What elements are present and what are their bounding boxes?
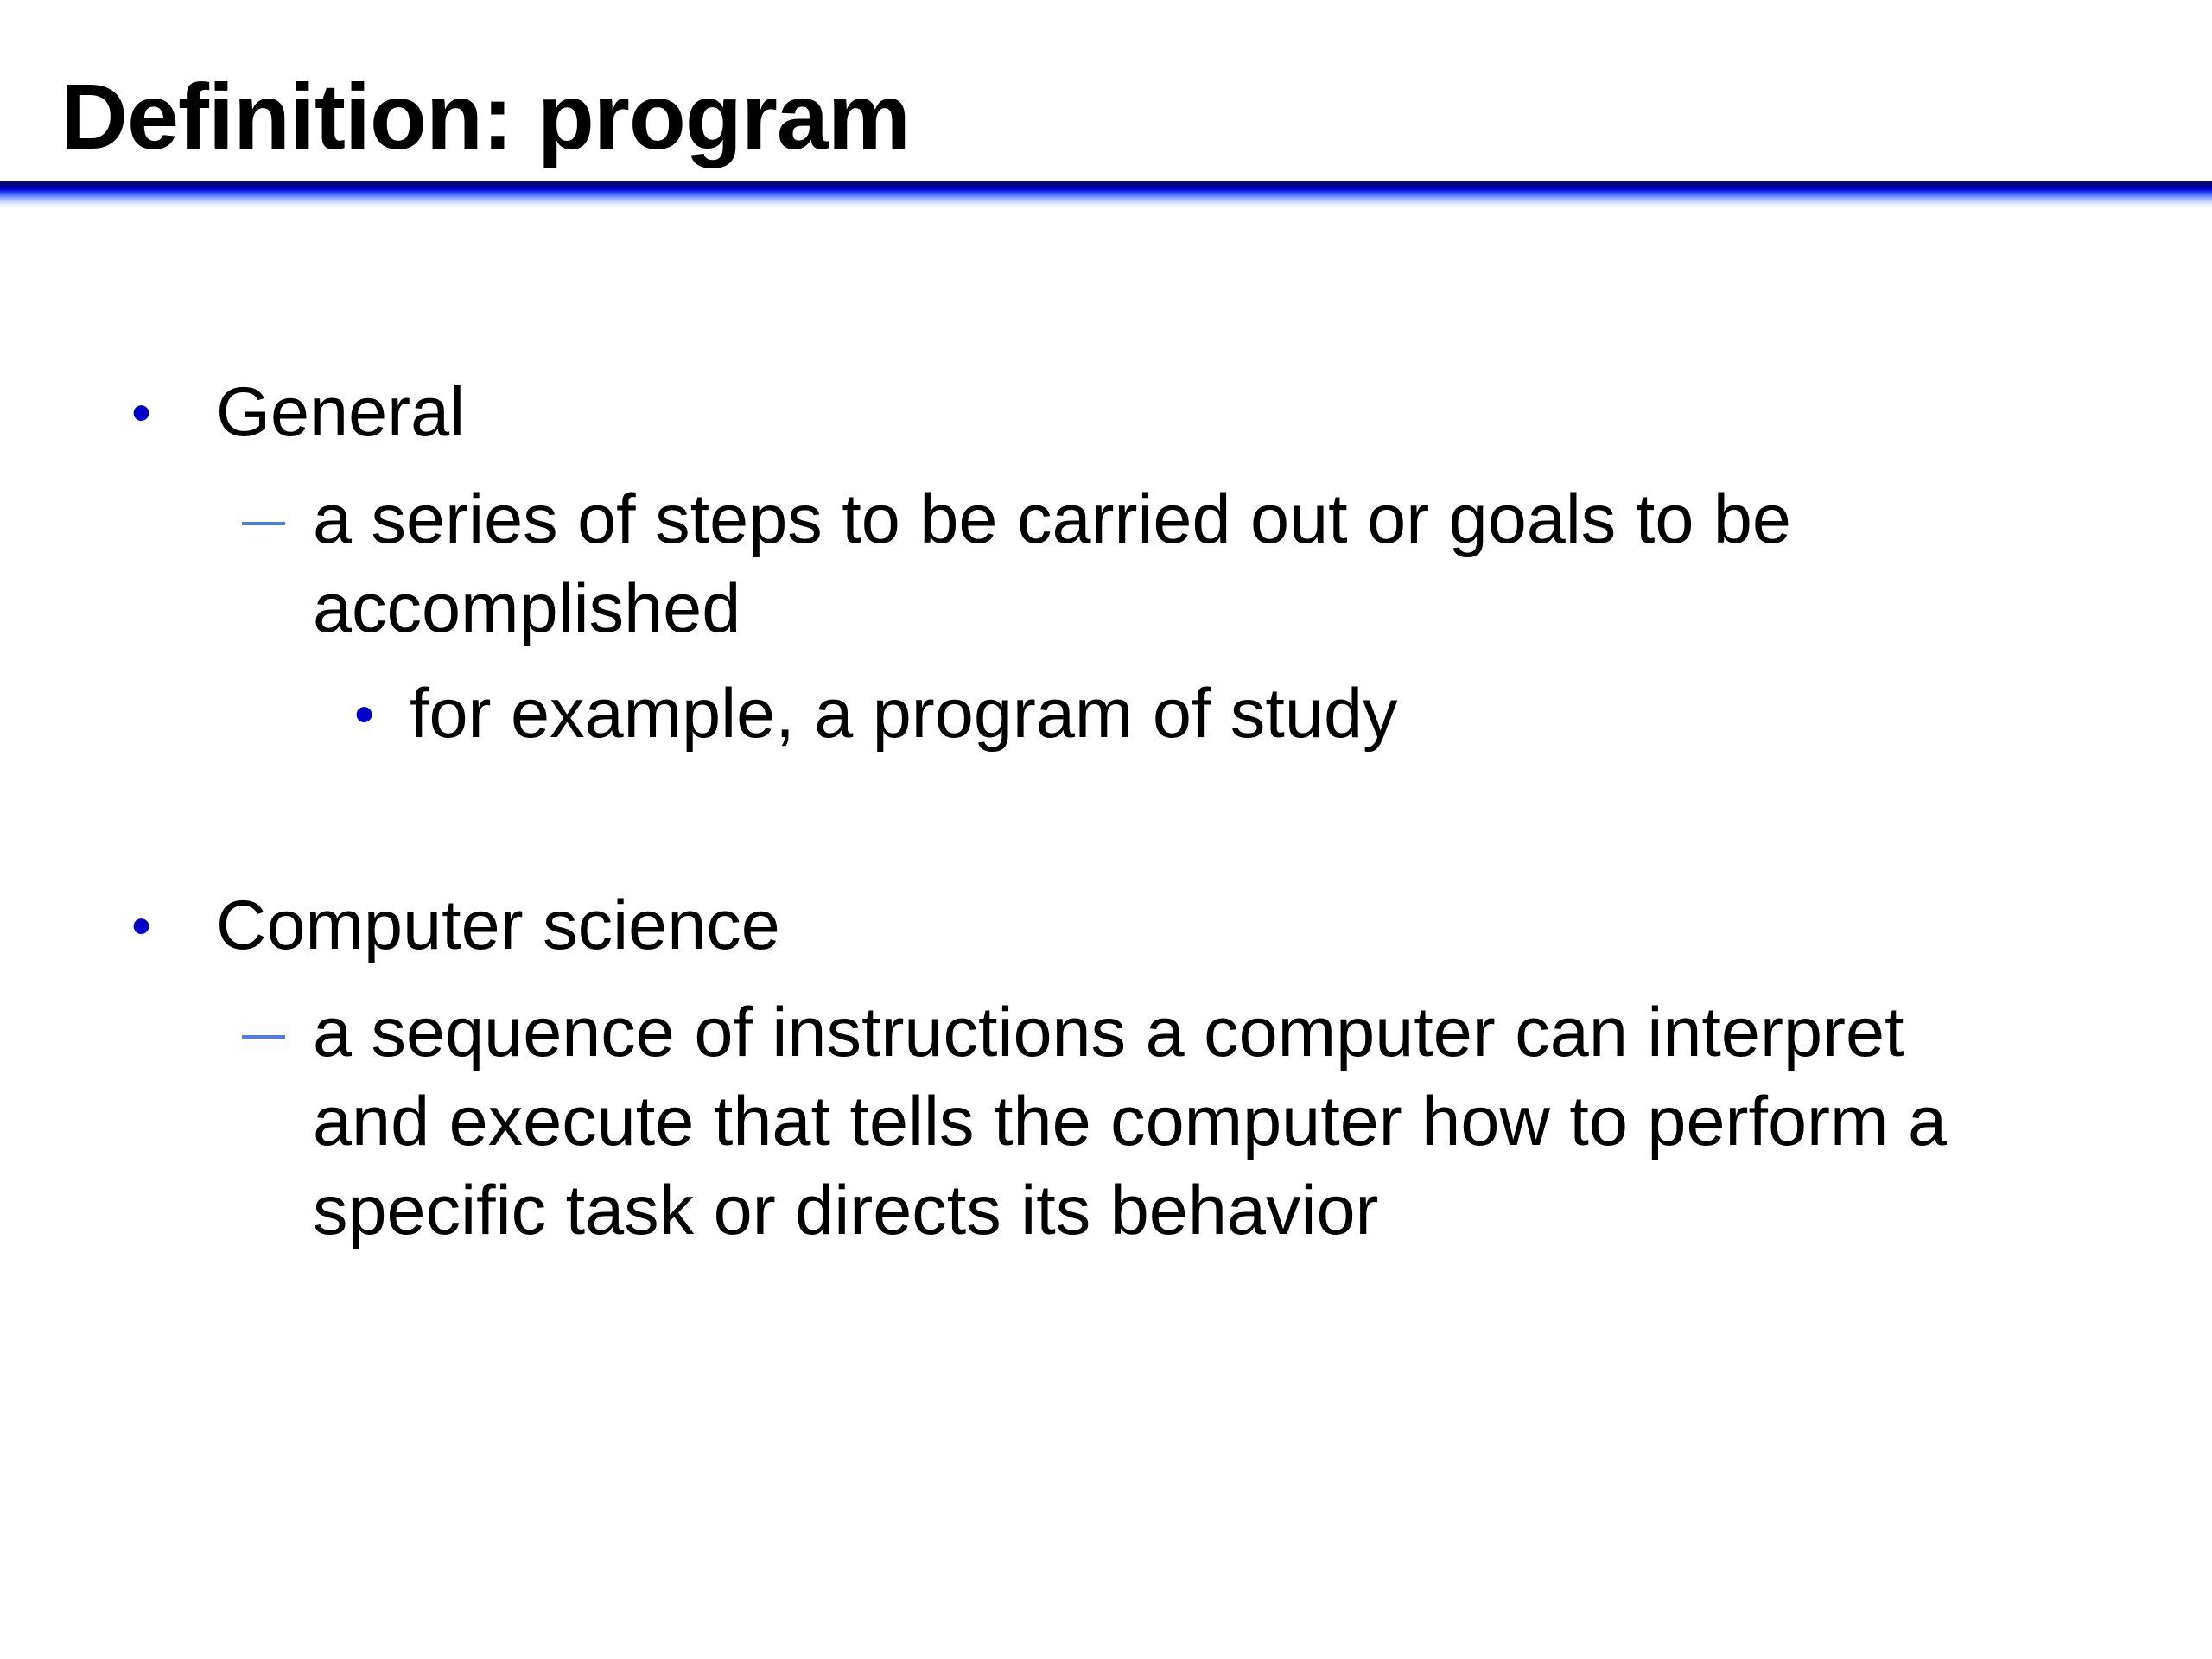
sub-bullet-icon: •	[354, 682, 375, 746]
slide-title: Definition: program	[60, 64, 910, 168]
section-heading-computer-science: Computer science	[216, 887, 780, 964]
dash-icon	[242, 1035, 285, 1039]
section-heading-general: General	[216, 373, 466, 451]
general-definition: a series of steps to be carried out or goals to be accomplished	[313, 480, 1791, 647]
bullet-icon: •	[131, 380, 152, 444]
computer-science-definition: a sequence of instructions a computer can interpret and execute that tells the computer how to perform a specific task or directs its behavior	[313, 994, 1948, 1249]
dash-icon	[242, 522, 285, 525]
general-example: for example, a program of study	[410, 675, 1398, 753]
bullet-icon: •	[131, 893, 152, 957]
